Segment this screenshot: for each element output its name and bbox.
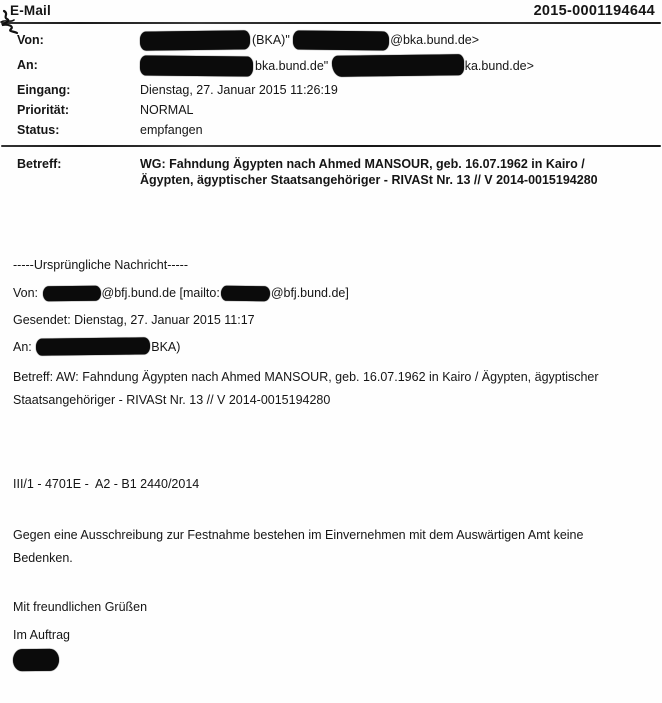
prioritaet-label: Priorität: (17, 103, 70, 117)
redaction-block (140, 55, 253, 76)
an-value (140, 55, 534, 76)
file-reference-line: III/1 - 4701E - A2 - B1 2440/2014 (13, 477, 200, 491)
body-betreff-line: Betreff: AW: Fahndung Ägypten nach Ahmed MANSOUR, geb. 16.07.1962 in Kairo / Ägypten, ägyptischer Staatsangehöriger - RIVASt Nr. 13 // V 2014-0015194280 (13, 370, 599, 407)
von-value-text: (BKA)" (252, 33, 294, 47)
an-label: An: (17, 58, 38, 72)
redaction-block (36, 337, 150, 355)
redaction-block (293, 30, 389, 50)
body-gesendet-line: Gesendet: Dienstag, 27. Januar 2015 11:17 (13, 313, 255, 327)
email-meta-fields (0, 24, 662, 145)
field-an (0, 55, 662, 80)
body-von-mid: @bfj.bund.de [mailto: (101, 286, 220, 300)
im-auftrag-line: Im Auftrag (13, 628, 70, 642)
body-an-line (13, 338, 662, 355)
original-message-separator: -----Ursprüngliche Nachricht----- (13, 258, 189, 272)
betreff-label: Betreff: (17, 157, 62, 171)
field-prioritaet (0, 100, 662, 120)
email-body (0, 257, 662, 671)
page-title: E-Mail (10, 3, 51, 18)
eingang-value: Dienstag, 27. Januar 2015 11:26:19 (140, 83, 338, 97)
an-value-domain: ka.bund.de> (464, 58, 534, 73)
redaction-block (13, 649, 59, 672)
field-von (0, 30, 662, 55)
redaction-block (332, 54, 464, 77)
body-von-prefix: Von: (13, 286, 42, 300)
body-von-line (13, 285, 662, 301)
redaction-block (221, 285, 270, 301)
redaction-block (42, 285, 100, 301)
closing-line: Mit freundlichen Grüßen (13, 600, 148, 614)
von-value (140, 30, 479, 50)
handwritten-mark (0, 9, 22, 35)
von-value-domain: @bka.bund.de> (390, 33, 480, 47)
redaction-block (140, 30, 250, 50)
document-header (0, 0, 662, 22)
field-betreff (0, 156, 662, 188)
eingang-label: Eingang: (17, 83, 71, 97)
document-reference-number: 2015-0001194644 (533, 3, 655, 19)
field-eingang (0, 80, 662, 100)
meta-divider-line (1, 145, 661, 147)
field-status (0, 120, 662, 140)
status-value: empfangen (140, 123, 203, 137)
status-label: Status: (17, 123, 60, 137)
signature-line (13, 649, 662, 671)
von-label: Von: (17, 33, 44, 47)
body-von-end: @bfj.bund.de] (270, 286, 349, 300)
prioritaet-value: NORMAL (140, 103, 194, 117)
body-an-prefix: An: (13, 339, 36, 354)
an-value-text: bka.bund.de" (255, 58, 332, 73)
body-paragraph: Gegen eine Ausschreibung zur Festnahme bestehen im Einvernehmen mit dem Auswärtigen Amt keine Bedenken. (13, 528, 584, 565)
betreff-value: WG: Fahndung Ägypten nach Ahmed MANSOUR, geb. 16.07.1962 in Kairo / Ägypten, ägyptischer Staatsangehöriger - RIVASt Nr. 13 // V 2014-0015194280 (140, 157, 598, 187)
body-an-end: BKA) (151, 339, 181, 354)
